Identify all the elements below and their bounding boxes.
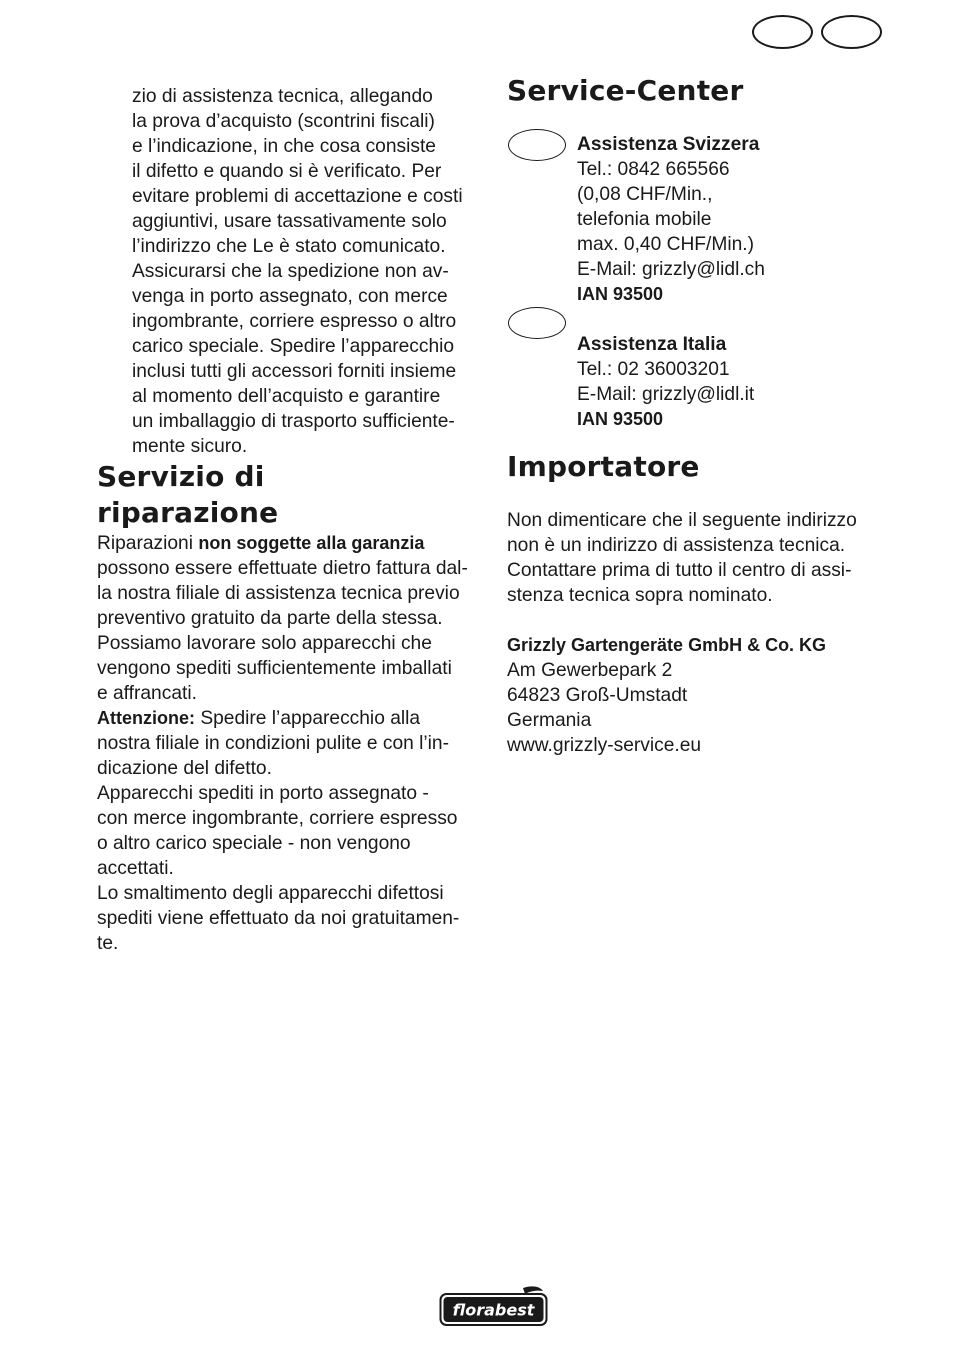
ian-number: IAN 93500 [577, 409, 664, 429]
address-line: 64823 Groß-Umstadt [507, 685, 688, 706]
text-line: la nostra filiale di assistenza tecnica previo [97, 583, 460, 604]
text-line: e affrancati. [97, 683, 197, 704]
importer-note [507, 508, 907, 608]
contact-line: E-Mail: grizzly@lidl.it [577, 384, 755, 405]
text-span: Spedire l’apparecchio alla [195, 708, 421, 729]
contact-line: (0,08 CHF/Min., [577, 184, 713, 205]
importer-heading: Importatore [507, 450, 700, 483]
contact-line: Tel.: 02 36003201 [577, 359, 730, 380]
text-line: stenza tecnica sopra nominato. [507, 585, 773, 606]
text-span: Riparazioni [97, 533, 199, 554]
text-line: dicazione del difetto. [97, 758, 272, 779]
text-line: zio di assistenza tecnica, allegando [132, 86, 433, 107]
text-line: evitare problemi di accettazione e costi [132, 186, 463, 207]
text-line: vengono spediti sufficientemente imballati [97, 658, 452, 679]
text-line: inclusi tutti gli accessori forniti insieme [132, 361, 457, 382]
text-line: nostra filiale in condizioni pulite e con l’in- [97, 733, 449, 754]
language-badges [752, 15, 882, 49]
contact-title: Assistenza Italia [577, 334, 727, 355]
text-line: aggiuntivi, usare tassativamente solo [132, 211, 447, 232]
text-line: preventivo gratuito da parte della stessa. [97, 608, 443, 629]
contact-italy [577, 332, 754, 432]
contact-title: Assistenza Svizzera [577, 134, 760, 155]
text-line: l’indirizzo che Le è stato comunicato. [132, 236, 446, 257]
language-oval-2 [821, 15, 882, 49]
website-text: www.grizzly-service.eu [507, 735, 702, 756]
company-name: Grizzly Gartengeräte GmbH & Co. KG [507, 635, 827, 655]
contact-switzerland [577, 132, 765, 307]
text-line: mente sicuro. [132, 436, 248, 457]
text-line: la prova d’acquisto (scontrini fiscali) [132, 111, 435, 132]
bold-span: non soggette alla garanzia [198, 533, 425, 553]
intro-paragraph [97, 84, 487, 459]
text-line: Non dimenticare che il seguente indirizzo [507, 510, 857, 531]
text-line: Possiamo lavorare solo apparecchi che [97, 633, 432, 654]
text-line: al momento dell’acquisto e garantire [132, 386, 441, 407]
ian-number: IAN 93500 [577, 284, 664, 304]
contact-line: max. 0,40 CHF/Min.) [577, 234, 754, 255]
text-line: e l’indicazione, in che cosa consiste [132, 136, 436, 157]
text-line: possono essere effettuate dietro fattura dal- [97, 558, 468, 579]
text-line: Assicurarsi che la spedizione non av- [132, 261, 449, 282]
attention-label: Attenzione: [97, 708, 195, 728]
language-oval-1 [752, 15, 813, 49]
repair-heading-line: Servizio di [97, 460, 265, 493]
text-line: il difetto e quando si è verificato. Per [132, 161, 442, 182]
text-line: Lo smaltimento degli apparecchi difettosi [97, 883, 444, 904]
contact-line: E-Mail: grizzly@lidl.ch [577, 259, 765, 280]
text-line: Contattare prima di tutto il centro di assi- [507, 560, 852, 581]
text-line: venga in porto assegnato, con merce [132, 286, 448, 307]
text-line: accettati. [97, 858, 174, 879]
text-line: o altro carico speciale - non vengono [97, 833, 411, 854]
address-line: Am Gewerbepark 2 [507, 660, 673, 681]
text-line [97, 706, 487, 731]
service-center-heading: Service-Center [507, 74, 744, 107]
text-line: ingombrante, corriere espresso o altro [132, 311, 457, 332]
repair-heading-line: riparazione [97, 496, 279, 529]
text-line: carico speciale. Spedire l’apparecchio [132, 336, 455, 357]
florabest-logo [439, 1285, 549, 1327]
text-line: te. [97, 933, 119, 954]
repair-paragraph [97, 531, 487, 956]
country-oval-italy [508, 307, 566, 339]
logo-text: florabest [452, 1300, 535, 1320]
address-line: Germania [507, 710, 592, 731]
country-oval-switzerland [508, 129, 566, 161]
text-line: Apparecchi spediti in porto assegnato - [97, 783, 429, 804]
importer-address [507, 633, 927, 758]
text-line [97, 531, 487, 556]
contact-line: Tel.: 0842 665566 [577, 159, 730, 180]
text-line: con merce ingombrante, corriere espresso [97, 808, 458, 829]
text-line: spediti viene effettuato da noi gratuitamen- [97, 908, 460, 929]
text-line: un imballaggio di trasporto sufficiente- [132, 411, 455, 432]
contact-line: telefonia mobile [577, 209, 712, 230]
repair-heading [97, 459, 487, 531]
left-column [97, 84, 487, 956]
text-line: non è un indirizzo di assistenza tecnica. [507, 535, 846, 556]
